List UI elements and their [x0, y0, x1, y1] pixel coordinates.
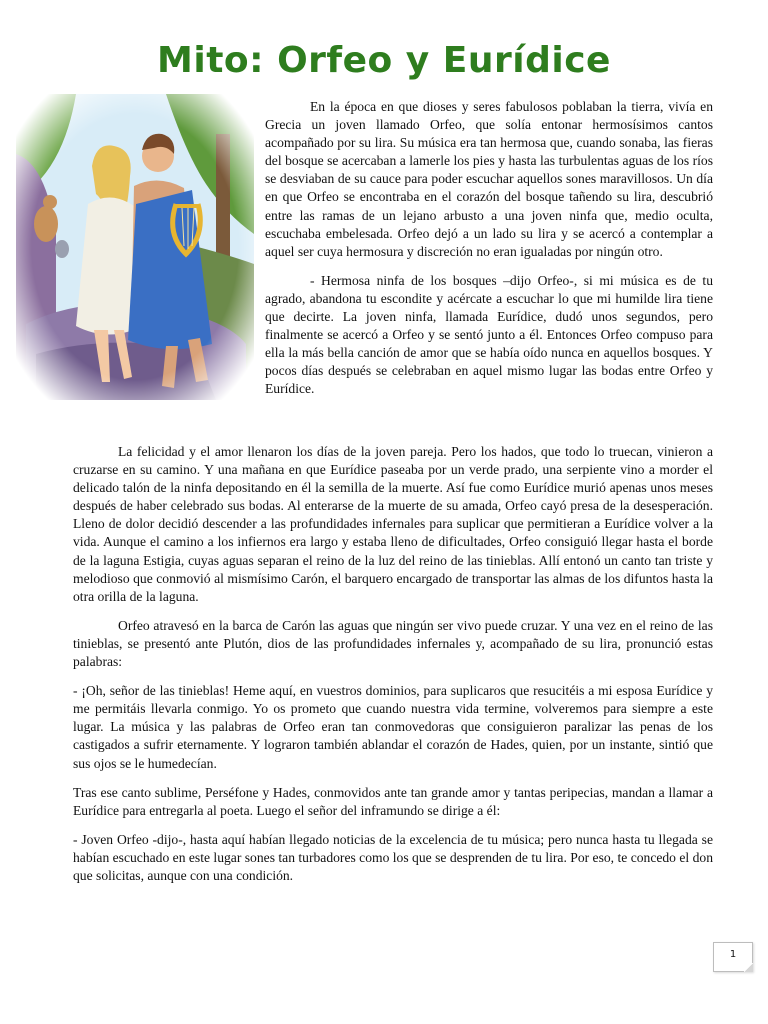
- page-number: 1: [729, 949, 737, 960]
- page-title: Mito: Orfeo y Eurídice: [157, 40, 611, 81]
- paragraph-2: - Hermosa ninfa de los bosques –dijo Orfeo-, si mi música es de tu agrado, abandona tu escondite y acércate a escuchar lo que mi humilde lira tiene que decirte. La joven ninfa, llamada Eurídice, dudó unos segundos, pero finalmente se acercó a Orfeo y se sentó junto a él. Entonces Orfeo compuso para ella la más bella canción de amor que se había oído nunca en aquellos bosques. Y pocos días después se celebraban en aquel mismo lugar las bodas entre Orfeo y Eurídice.: [265, 272, 713, 397]
- text-column-full-width: [73, 443, 713, 896]
- paragraph-1: En la época en que dioses y seres fabulosos poblaban la tierra, vivía en Grecia un joven llamado Orfeo, que solía entonar hermosísimos cantos acompañado por su lira. Su música era tan hermosa que, cuando sonaba, las fieras del bosque se acercaban a lamerle los pies y hasta las turbulentas aguas de los ríos se desviaban de su cauce para poder escuchar aquellos sones maravillosos. Un día en que Orfeo se encontraba en el corazón del bosque tañendo su lira, descubrió entre las ramas de un lejano arbusto a una joven ninfa que, medio oculta, escuchaba embelesada. Orfeo dejó a un lado su lira y se acercó a contemplar a aquel ser cuya hermosura y discreción no eran igualadas por ningún otro.: [265, 99, 713, 259]
- paragraph-7: - Joven Orfeo -dijo-, hasta aquí habían llegado noticias de la excelencia de tu música; pero nunca hasta tu llegada se habían escuchado en este lugar sones tan turbadores como los que se desprenden de tu lira. Por eso, te concedo el don que solicitas, aunque con una condición.: [73, 831, 713, 883]
- page-number-box: [713, 942, 753, 972]
- paragraph-5: - ¡Oh, señor de las tinieblas! Heme aquí, en vuestros dominios, para suplicaros que resucitéis a mi esposa Eurídice y me permitáis llevarla conmigo. Yo os prometo que cuando nuestra vida termine, volveremos para siempre a este lugar. La música y las palabras de Orfeo eran tan conmovedoras que consiguieron paralizar las penas de los castigados a sufrir eternamente. Y lograron también ablandar el corazón de Hades, quien, por un instante, sintió que sus ojos se le humedecían.: [73, 683, 713, 771]
- text-column-beside-image: [265, 98, 713, 410]
- orpheus-eurydice-illustration: [16, 94, 254, 400]
- paragraph-4: Orfeo atravesó en la barca de Carón las aguas que ningún ser vivo puede cruzar. Y una vez en el reino de las tinieblas, se presentó ante Plutón, dios de las profundidades infernales y, acompañado de su lira, pronunció estas palabras:: [73, 617, 713, 670]
- paragraph-3: La felicidad y el amor llenaron los días de la joven pareja. Pero los hados, que todo lo truecan, vinieron a cruzarse en su camino. Y una mañana en que Eurídice paseaba por un verde prado, una serpiente vino a morder el delicado talón de la ninfa depositando en él la semilla de la muerte. Así fue como Eurídice murió apenas unos meses después de haber celebrado sus bodas. Al enterarse de la muerte de su amada, Orfeo cayó presa de la desesperación. Lleno de dolor decidió descender a las profundidades infernales para suplicar que permitieran a Eurídice volver a la vida. Aunque el camino a los infiernos era largo y estaba lleno de dificultades, Orfeo consiguió llegar hasta el borde de la laguna Estigia, cuyas aguas separan el reino de la luz del reino de las tinieblas. Allí entonó un canto tan triste y melodioso que conmovió al mismísimo Carón, el barquero encargado de transportar las almas de los difuntos hasta la otra orilla de la laguna.: [73, 444, 713, 604]
- page-curl-icon: [744, 963, 753, 972]
- paragraph-6: Tras ese canto sublime, Perséfone y Hades, conmovidos ante tan grande amor y tantas peripecias, mandan a llamar a Eurídice para entregarla al poeta. Luego el señor del inframundo se dirige a él:: [73, 784, 713, 818]
